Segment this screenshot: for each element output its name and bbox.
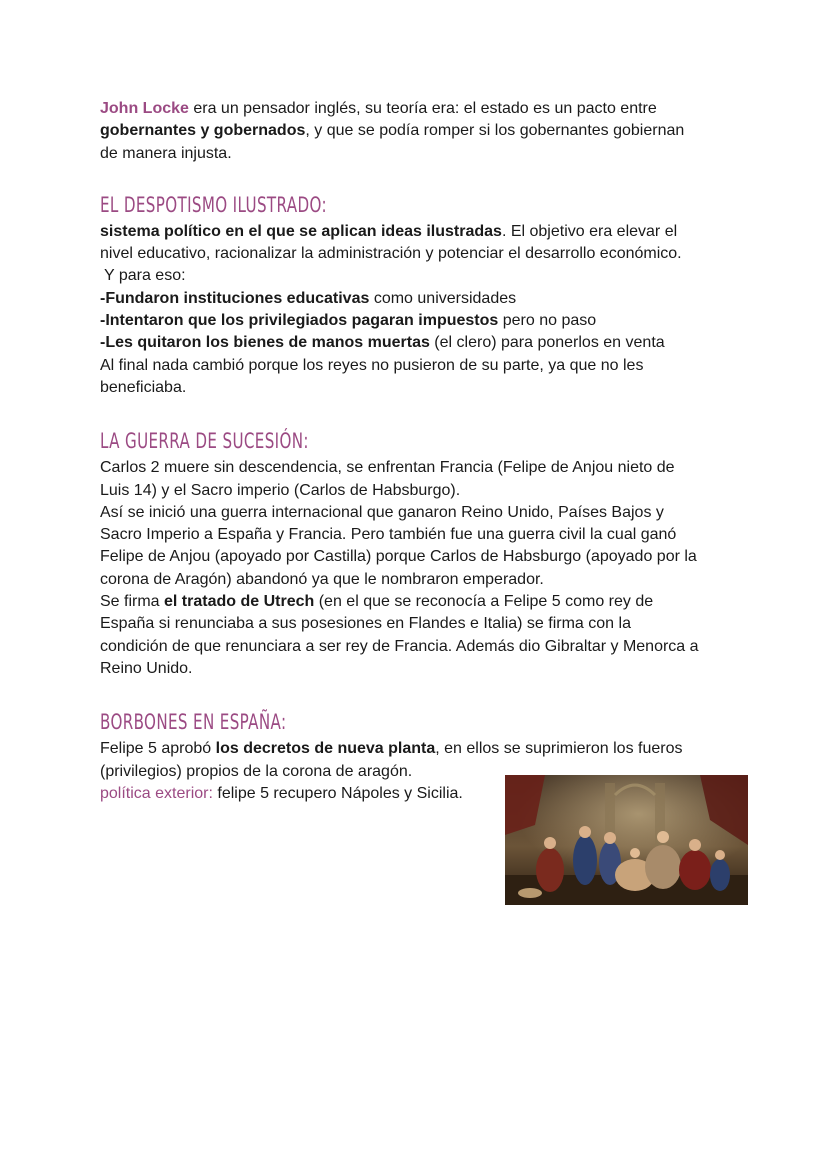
family-portrait-painting: [505, 775, 748, 905]
despotismo-paragraph: sistema político en el que se aplican ideas ilustradas. El objetivo era elevar el nivel educativo, racionalizar la administración y potenciar el desarrollo económico. Y para eso: -Fundaron instituciones educativas como universidades -Intentaron que los privilegiados pagaran impuestos pero no paso -Les quitaron los bienes de manos muertas (el clero) para ponerlos en venta Al final nada cambió porque los reyes no pusieron de su parte, ya que no les beneficiaba.: [100, 222, 682, 396]
heading-borbones: BORBONES EN ESPAÑA:: [100, 710, 287, 735]
painting-image: [505, 775, 748, 905]
list-item: -Les quitaron los bienes de manos muertas: [100, 334, 430, 352]
intro-paragraph: John Locke era un pensador inglés, su teoría era: el estado es un pacto entre gobernantes y gobernados, y que se podía romper si los gobernantes gobiernan de manera injusta.: [100, 100, 685, 162]
john-locke-name: John Locke: [100, 100, 189, 117]
document-page: [100, 98, 740, 805]
borbones-paragraph: Felipe 5 aprobó los decretos de nueva planta, en ellos se suprimieron los fueros (privilegios) propios de la corona de aragón. política exterior: felipe 5 recupero Nápoles y Sicilia.: [100, 740, 683, 802]
guerra-paragraph: Carlos 2 muere sin descendencia, se enfrentan Francia (Felipe de Anjou nieto de Luis 14) y el Sacro imperio (Carlos de Habsburgo). Así se inició una guerra internacional que ganaron Reino Unido, Países Bajos y Sacro Imperio a España y Francia. Pero también fue una guerra civil la cual ganó Felipe de Anjou (apoyado por Castilla) porque Carlos de Habsburgo (apoyado por la corona de Aragón) abandonó ya que le nombraron emperador. Se firma el tratado de Utrech (en el que se reconocía a Felipe 5 como rey de España si renunciaba a sus posesiones en Flandes e Italia) se firma con la condición de que renunciara a ser rey de Francia. Además dio Gibraltar y Menorca a Reino Unido.: [100, 459, 699, 677]
list-item: -Fundaron instituciones educativas: [100, 289, 370, 307]
list-item: -Intentaron que los privilegiados pagaran impuestos: [100, 312, 499, 330]
heading-guerra-sucesion: LA GUERRA DE SUCESIÓN:: [100, 429, 309, 454]
heading-despotismo: EL DESPOTISMO ILUSTRADO:: [100, 192, 327, 217]
politica-exterior-label: política exterior:: [100, 784, 213, 802]
